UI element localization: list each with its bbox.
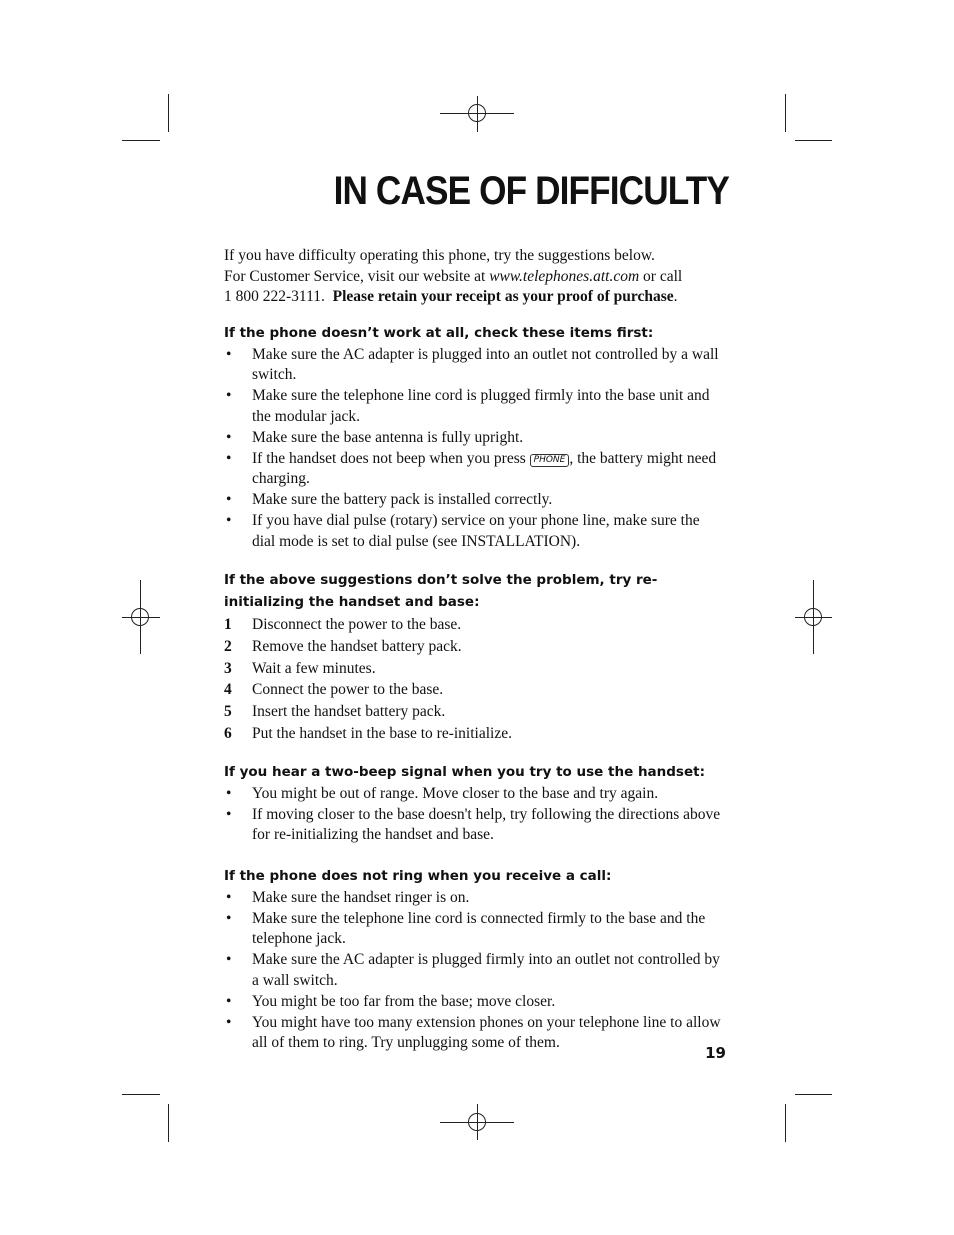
section-heading: If you hear a two-beep signal when you try to use the handset:: [224, 763, 705, 780]
section-heading: If the phone doesn’t work at all, check these items first:: [224, 324, 654, 341]
step-text: Disconnect the power to the base.: [252, 616, 462, 633]
intro-line: [224, 267, 724, 288]
page-number: 19: [705, 1044, 726, 1062]
receipt-notice: Please retain your receipt as your proof of purchase: [332, 288, 674, 305]
intro-text: .: [673, 288, 678, 305]
checklist: [224, 888, 724, 1054]
step-number: 6: [224, 724, 232, 742]
website-link: www.telephones.att.com: [489, 267, 640, 285]
list-item: [224, 449, 724, 490]
intro-text: For Customer Service, visit our website at: [224, 267, 490, 285]
list-item: • If you have dial pulse (rotary) service on your phone line, make sure the dial mode is set to dial pulse (see INSTALLATION).: [224, 511, 724, 552]
checklist: [224, 345, 724, 553]
phone-number: 1 800 222-3111.: [224, 288, 325, 305]
step-item: [224, 636, 724, 658]
step-item: [224, 701, 724, 723]
section-heading: If the above suggestions don’t solve the problem, try re-initializing the handset and base:: [224, 572, 658, 610]
step-item: [224, 614, 724, 636]
list-item: • Make sure the AC adapter is plugged firmly into an outlet not controlled by a wall switch.: [224, 950, 724, 991]
list-item: • You might have too many extension phones on your telephone line to allow all of them to ring. Try unplugging some of them.: [224, 1013, 724, 1054]
step-text: Connect the power to the base.: [252, 681, 444, 699]
steps-list: [224, 614, 724, 745]
intro-text: or call: [639, 267, 683, 285]
step-item: [224, 679, 724, 701]
step-item: [224, 723, 724, 745]
step-number: 2: [224, 637, 232, 655]
intro-paragraph: [224, 246, 724, 308]
step-item: [224, 658, 724, 680]
list-item: • Make sure the battery pack is installed correctly.: [224, 490, 724, 511]
list-item: • If moving closer to the base doesn't help, try following the directions above for re-initializing the handset and base.: [224, 805, 724, 846]
step-number: 4: [224, 681, 232, 699]
section-heading: If the phone does not ring when you receive a call:: [224, 867, 612, 884]
intro-line: If you have difficulty operating this phone, try the suggestions below.: [224, 247, 655, 264]
page-title: IN CASE OF DIFFICULTY: [333, 169, 729, 213]
list-item: • Make sure the base antenna is fully upright.: [224, 428, 724, 449]
step-number: 3: [224, 659, 232, 677]
step-text: Insert the handset battery pack.: [252, 703, 446, 721]
phone-key-icon: PHONE: [530, 454, 570, 467]
list-item: • You might be out of range. Move closer to the base and try again.: [224, 784, 724, 805]
list-item: • Make sure the telephone line cord is connected firmly to the base and the telephone jack.: [224, 909, 724, 950]
page-body: [224, 246, 724, 1071]
list-item-text: If the handset does not beep when you press: [252, 449, 530, 467]
intro-line: [224, 287, 724, 308]
step-text: Wait a few minutes.: [252, 659, 376, 677]
list-item: • You might be too far from the base; move closer.: [224, 992, 724, 1013]
list-item: • Make sure the handset ringer is on.: [224, 888, 724, 909]
list-item: • Make sure the AC adapter is plugged into an outlet not controlled by a wall switch.: [224, 345, 724, 386]
step-number: 1: [224, 616, 232, 633]
list-item: • Make sure the telephone line cord is plugged firmly into the base unit and the modular jack.: [224, 386, 724, 427]
step-number: 5: [224, 703, 232, 721]
list-item-text: , the battery might need charging.: [252, 449, 717, 487]
checklist: [224, 784, 724, 846]
step-text: Remove the handset battery pack.: [252, 637, 462, 655]
step-text: Put the handset in the base to re-initialize.: [252, 724, 512, 742]
